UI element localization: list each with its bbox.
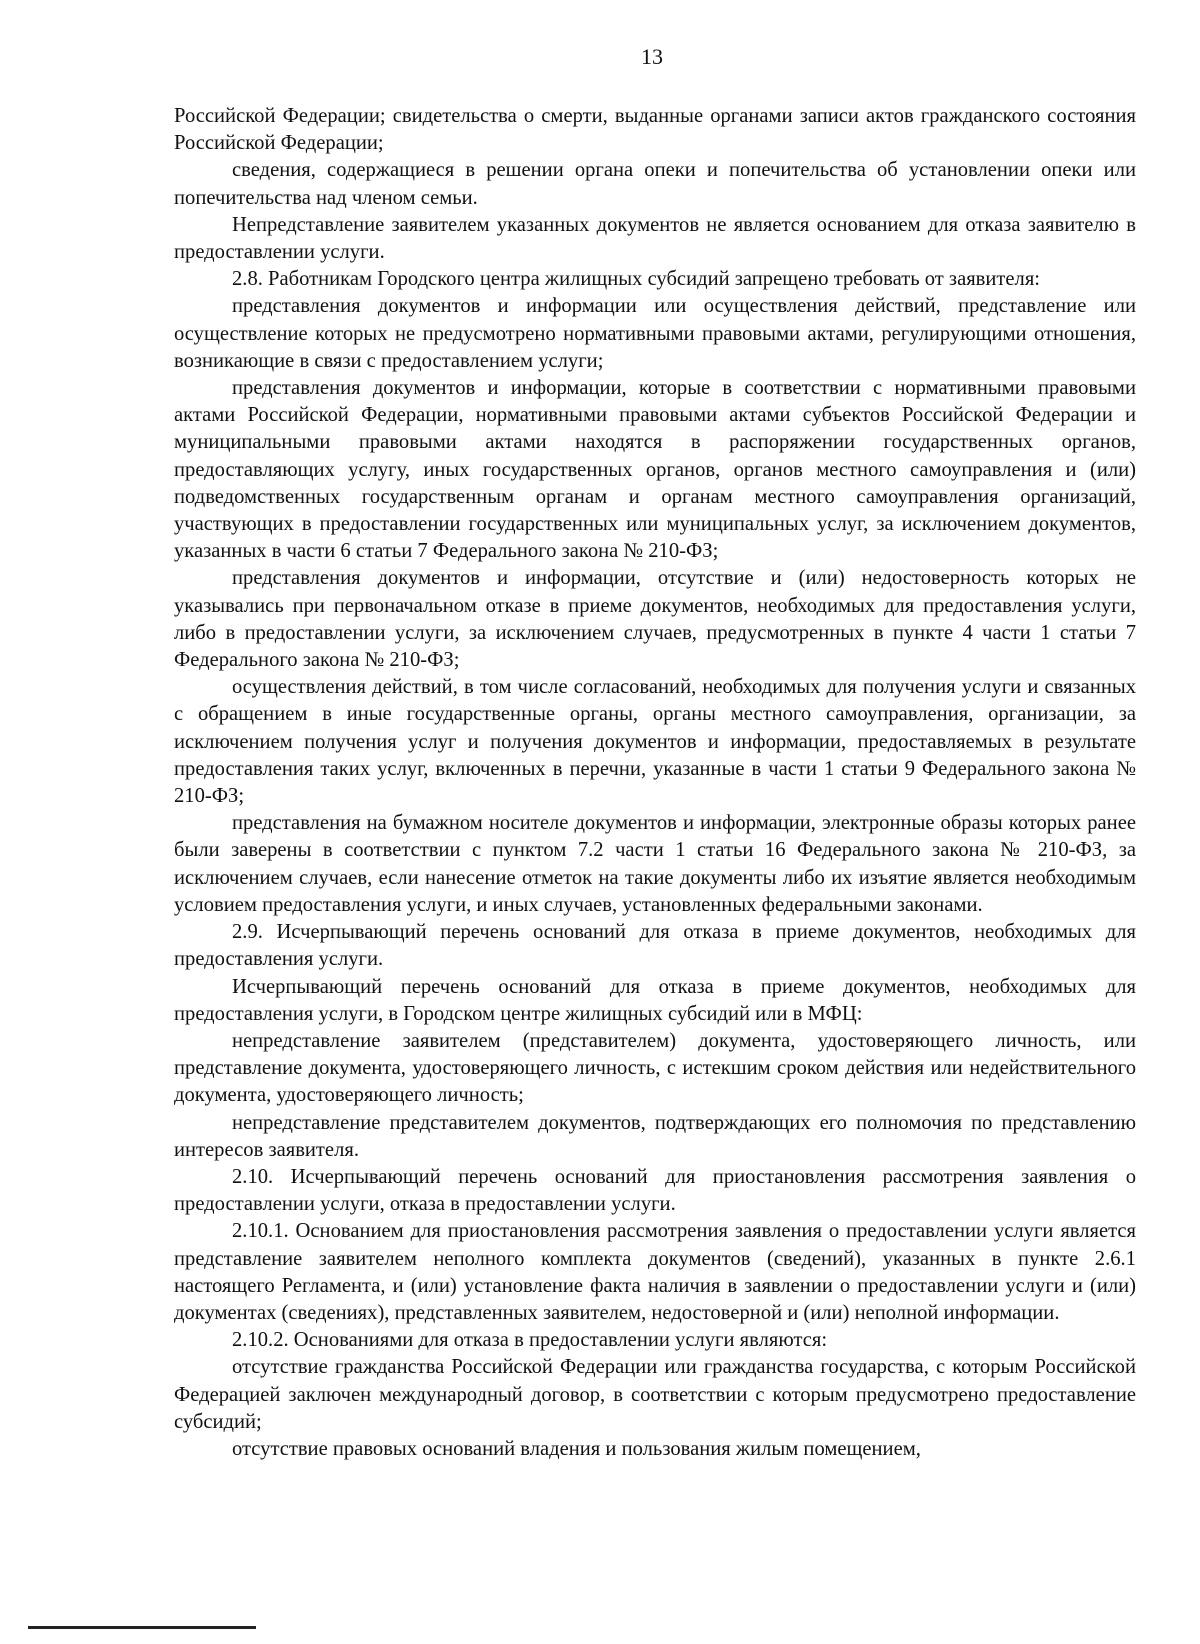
- paragraph-2-8-item-1: представления документов и информации или осуществления действий, представление или осуществление которых не предусмотрено нормативными правовыми актами, регулирующими отношения, возникающие в связи с предоставлением услуги;: [174, 295, 1136, 372]
- paragraph-section-2-10-1: 2.10.1. Основанием для приостановления рассмотрения заявления о предоставлении услуги является представление заявителем неполного комплекта документов (сведений), указанных в пункте 2.6.1 настоящего Регламента, и (или) установление факта наличия в заявлении о предоставлении услуги и (или) документах (сведениях), представленных заявителем, недостоверной и (или) неполной информации.: [174, 1220, 1136, 1324]
- paragraph-2-9-item-2: непредставление представителем документов, подтверждающих его полномочия по представлению интересов заявителя.: [174, 1111, 1136, 1161]
- paragraph-2-10-2-item-2: отсутствие правовых оснований владения и пользования жилым помещением,: [232, 1437, 921, 1460]
- paragraph-non-submission-not-grounds: Непредставление заявителем указанных документов не является основанием для отказа заявителю в предоставлении услуги.: [174, 213, 1136, 264]
- document-body: [174, 103, 1136, 1463]
- paragraph-guardianship-info: сведения, содержащиеся в решении органа опеки и попечительства об установлении опеки или попечительства над членом семьи.: [174, 159, 1136, 209]
- paragraph-continued-from-previous-page: Российской Федерации; свидетельства о смерти, выданные органами записи актов гражданского состояния Российской Федерации;: [174, 105, 1136, 155]
- paragraph-2-9-list-intro: Исчерпывающий перечень оснований для отказа в приеме документов, необходимых для предоставления услуги, в Городском центре жилищных субсидий или в МФЦ:: [174, 975, 1136, 1025]
- paragraph-2-8-item-3: представления документов и информации, отсутствие и (или) недостоверность которых не указывались при первоначальном отказе в приеме документов, необходимых для предоставления услуги, либо в предоставлении услуги, за исключением случаев, предусмотренных в пункте 4 части 1 статьи 7 Федерального закона № 210-ФЗ;: [174, 567, 1136, 672]
- page-number: 13: [641, 44, 663, 69]
- paragraph-section-2-10: 2.10. Исчерпывающий перечень оснований для приостановления рассмотрения заявления о предоставлении услуги, отказа в предоставлении услуги.: [174, 1165, 1136, 1216]
- paragraph-section-2-8: 2.8. Работникам Городского центра жилищных субсидий запрещено требовать от заявителя:: [232, 268, 1041, 291]
- paragraph-2-9-item-1: непредставление заявителем (представителем) документа, удостоверяющего личность, или представление документа, удостоверяющего личность, с истекшим сроком действия или недействительного документа, удостоверяющего личность;: [174, 1029, 1136, 1107]
- paragraph-2-8-item-2: представления документов и информации, которые в соответствии с нормативными правовыми актами Российской Федерации, нормативными правовыми актами субъектов Российской Федерации и муниципальными правовыми актами находятся в распоряжении государственных органов, предоставляющих услугу, иных государственных органов, органов местного самоуправления и (или) подведомственных государственным органам и органам местного самоуправления организаций, участвующих в предоставлении государственных или муниципальных услуг, за исключением документов, указанных в части 6 статьи 7 Федерального закона № 210-ФЗ;: [174, 377, 1136, 563]
- paragraph-2-10-2-item-1: отсутствие гражданства Российской Федерации или гражданства государства, с которым Российской Федерацией заключен международный договор, в соответствии с которым предусмотрено предоставление субсидий;: [174, 1356, 1136, 1433]
- paragraph-section-2-10-2: 2.10.2. Основаниями для отказа в предоставлении услуги являются:: [232, 1329, 828, 1352]
- footnote-divider: [28, 1626, 256, 1629]
- paragraph-section-2-9: 2.9. Исчерпывающий перечень оснований для отказа в приеме документов, необходимых для предоставления услуги.: [174, 921, 1136, 971]
- paragraph-2-8-item-4: осуществления действий, в том числе согласований, необходимых для получения услуги и связанных с обращением в иные государственные органы, органы местного самоуправления, организации, за исключением получения услуг и получения документов и информации, предоставляемых в результате предоставления таких услуг, включенных в перечни, указанные в части 1 статьи 9 Федерального закона № 210-ФЗ;: [174, 676, 1136, 808]
- paragraph-2-8-item-5: представления на бумажном носителе документов и информации, электронные образы которых ранее были заверены в соответствии с пунктом 7.2 части 1 статьи 16 Федерального закона № 210-ФЗ, за исключением случаев, если нанесение отметок на такие документы либо их изъятие является необходимым условием предоставления услуги, и иных случаев, установленных федеральными законами.: [174, 812, 1136, 916]
